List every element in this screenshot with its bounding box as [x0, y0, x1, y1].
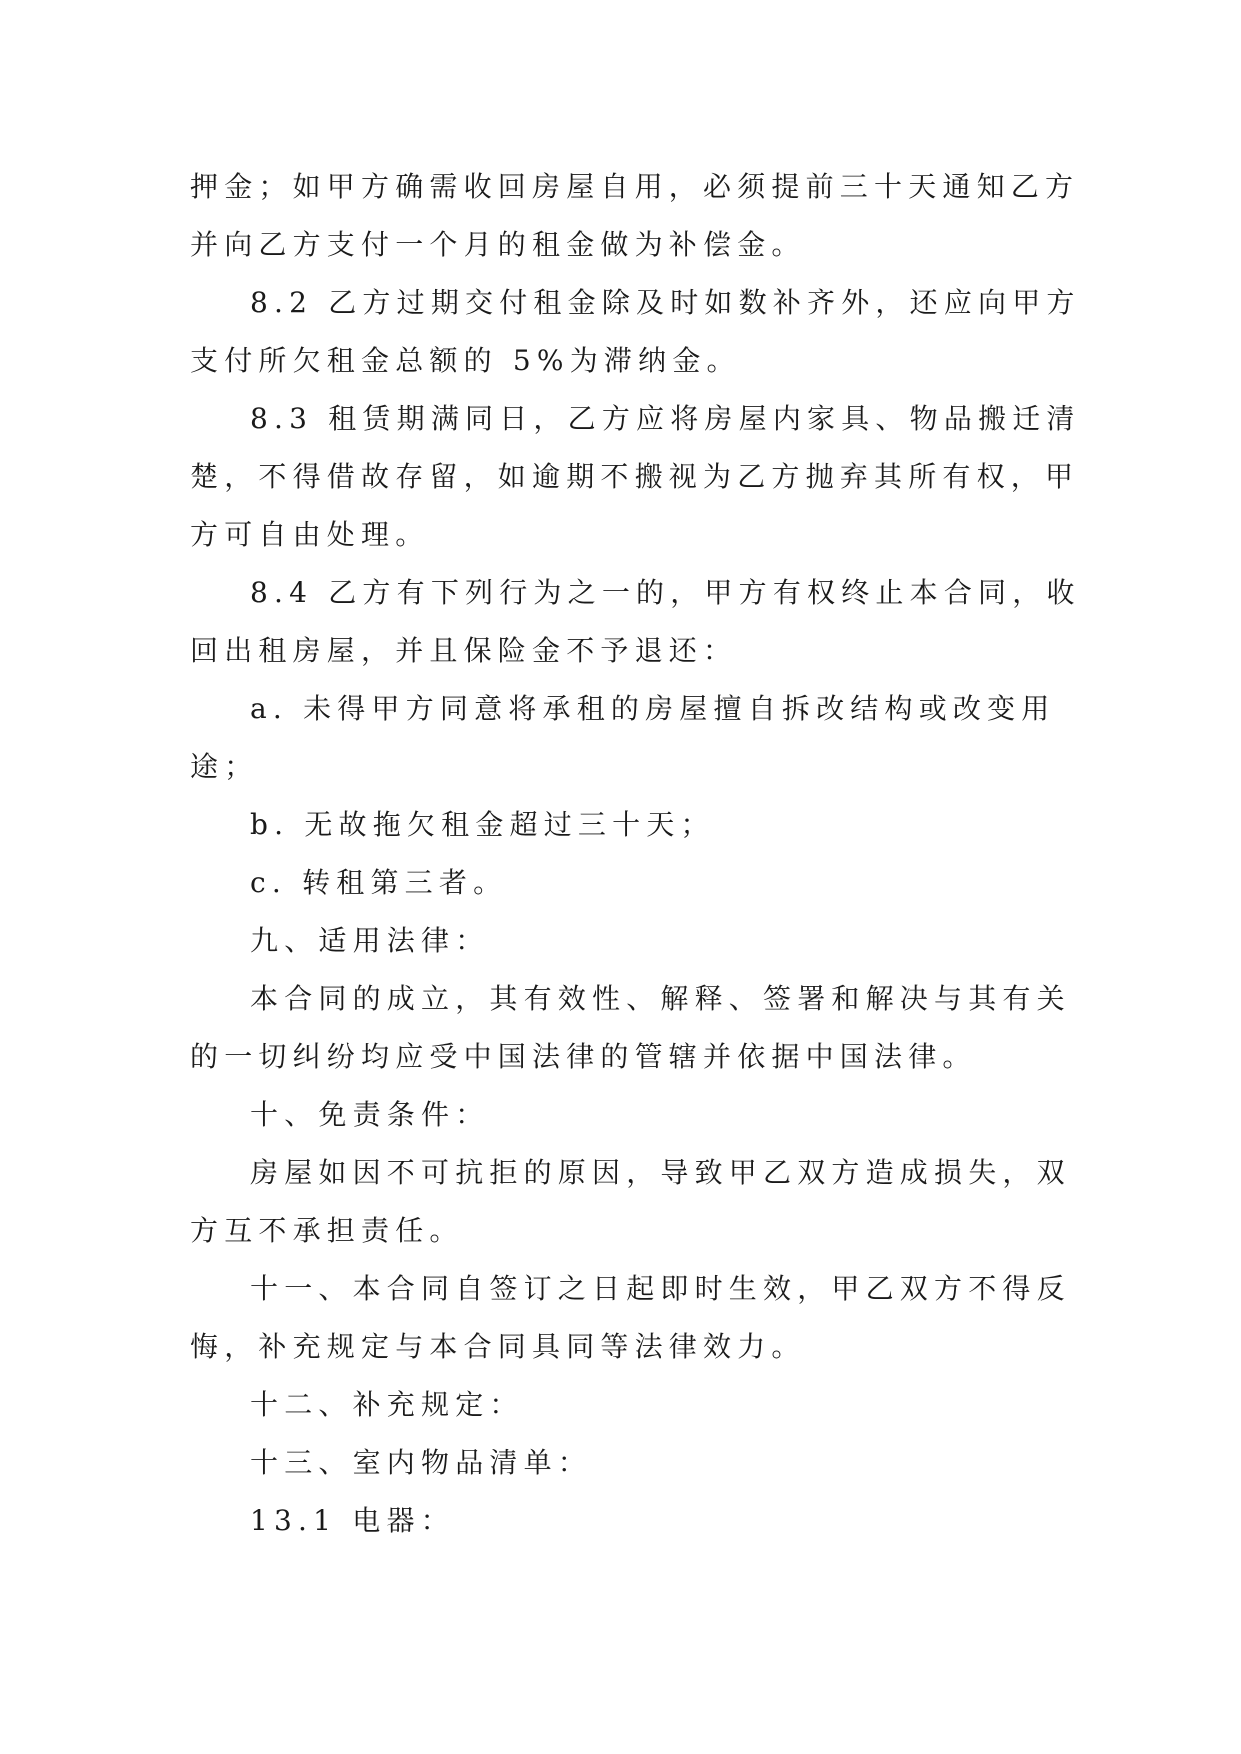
text-line: 支付所欠租金总额的 5%为滞纳金。 [190, 344, 741, 377]
text-line: 十、免责条件： [250, 1098, 490, 1131]
text-line: 并向乙方支付一个月的租金做为补偿金。 [190, 228, 806, 261]
text-line: 十一、本合同自签订之日起即时生效，甲乙双方不得反 [250, 1272, 1071, 1305]
text-line: 13.1 电器： [250, 1504, 455, 1537]
text-line: 方可自由处理。 [190, 518, 430, 551]
text-line: a. 未得甲方同意将承租的房屋擅自拆改结构或改变用 [250, 692, 1056, 725]
text-line: 8.4 乙方有下列行为之一的，甲方有权终止本合同，收 [250, 576, 1081, 609]
text-line: 本合同的成立，其有效性、解释、签署和解决与其有关 [250, 982, 1071, 1015]
text-line: 十三、室内物品清单： [250, 1446, 593, 1479]
text-line: 悔，补充规定与本合同具同等法律效力。 [190, 1330, 806, 1363]
text-line: 的一切纠纷均应受中国法律的管辖并依据中国法律。 [190, 1040, 977, 1073]
text-line: 途； [190, 750, 259, 783]
text-line: b. 无故拖欠租金超过三十天； [250, 808, 715, 841]
text-line: 房屋如因不可抗拒的原因，导致甲乙双方造成损失，双 [250, 1156, 1071, 1189]
text-line: 8.2 乙方过期交付租金除及时如数补齐外，还应向甲方 [250, 286, 1081, 319]
text-line: c. 转租第三者。 [250, 866, 508, 899]
text-line: 回出租房屋，并且保险金不予退还： [190, 634, 738, 667]
text-line: 九、适用法律： [250, 924, 490, 957]
text-line: 8.3 租赁期满同日，乙方应将房屋内家具、物品搬迁清 [250, 402, 1081, 435]
text-line: 十二、补充规定： [250, 1388, 524, 1421]
text-line: 押金；如甲方确需收回房屋自用，必须提前三十天通知乙方 [190, 170, 1080, 203]
document-body [190, 158, 1081, 1550]
text-line: 楚，不得借故存留，如逾期不搬视为乙方抛弃其所有权，甲 [190, 460, 1080, 493]
text-line: 方互不承担责任。 [190, 1214, 464, 1247]
